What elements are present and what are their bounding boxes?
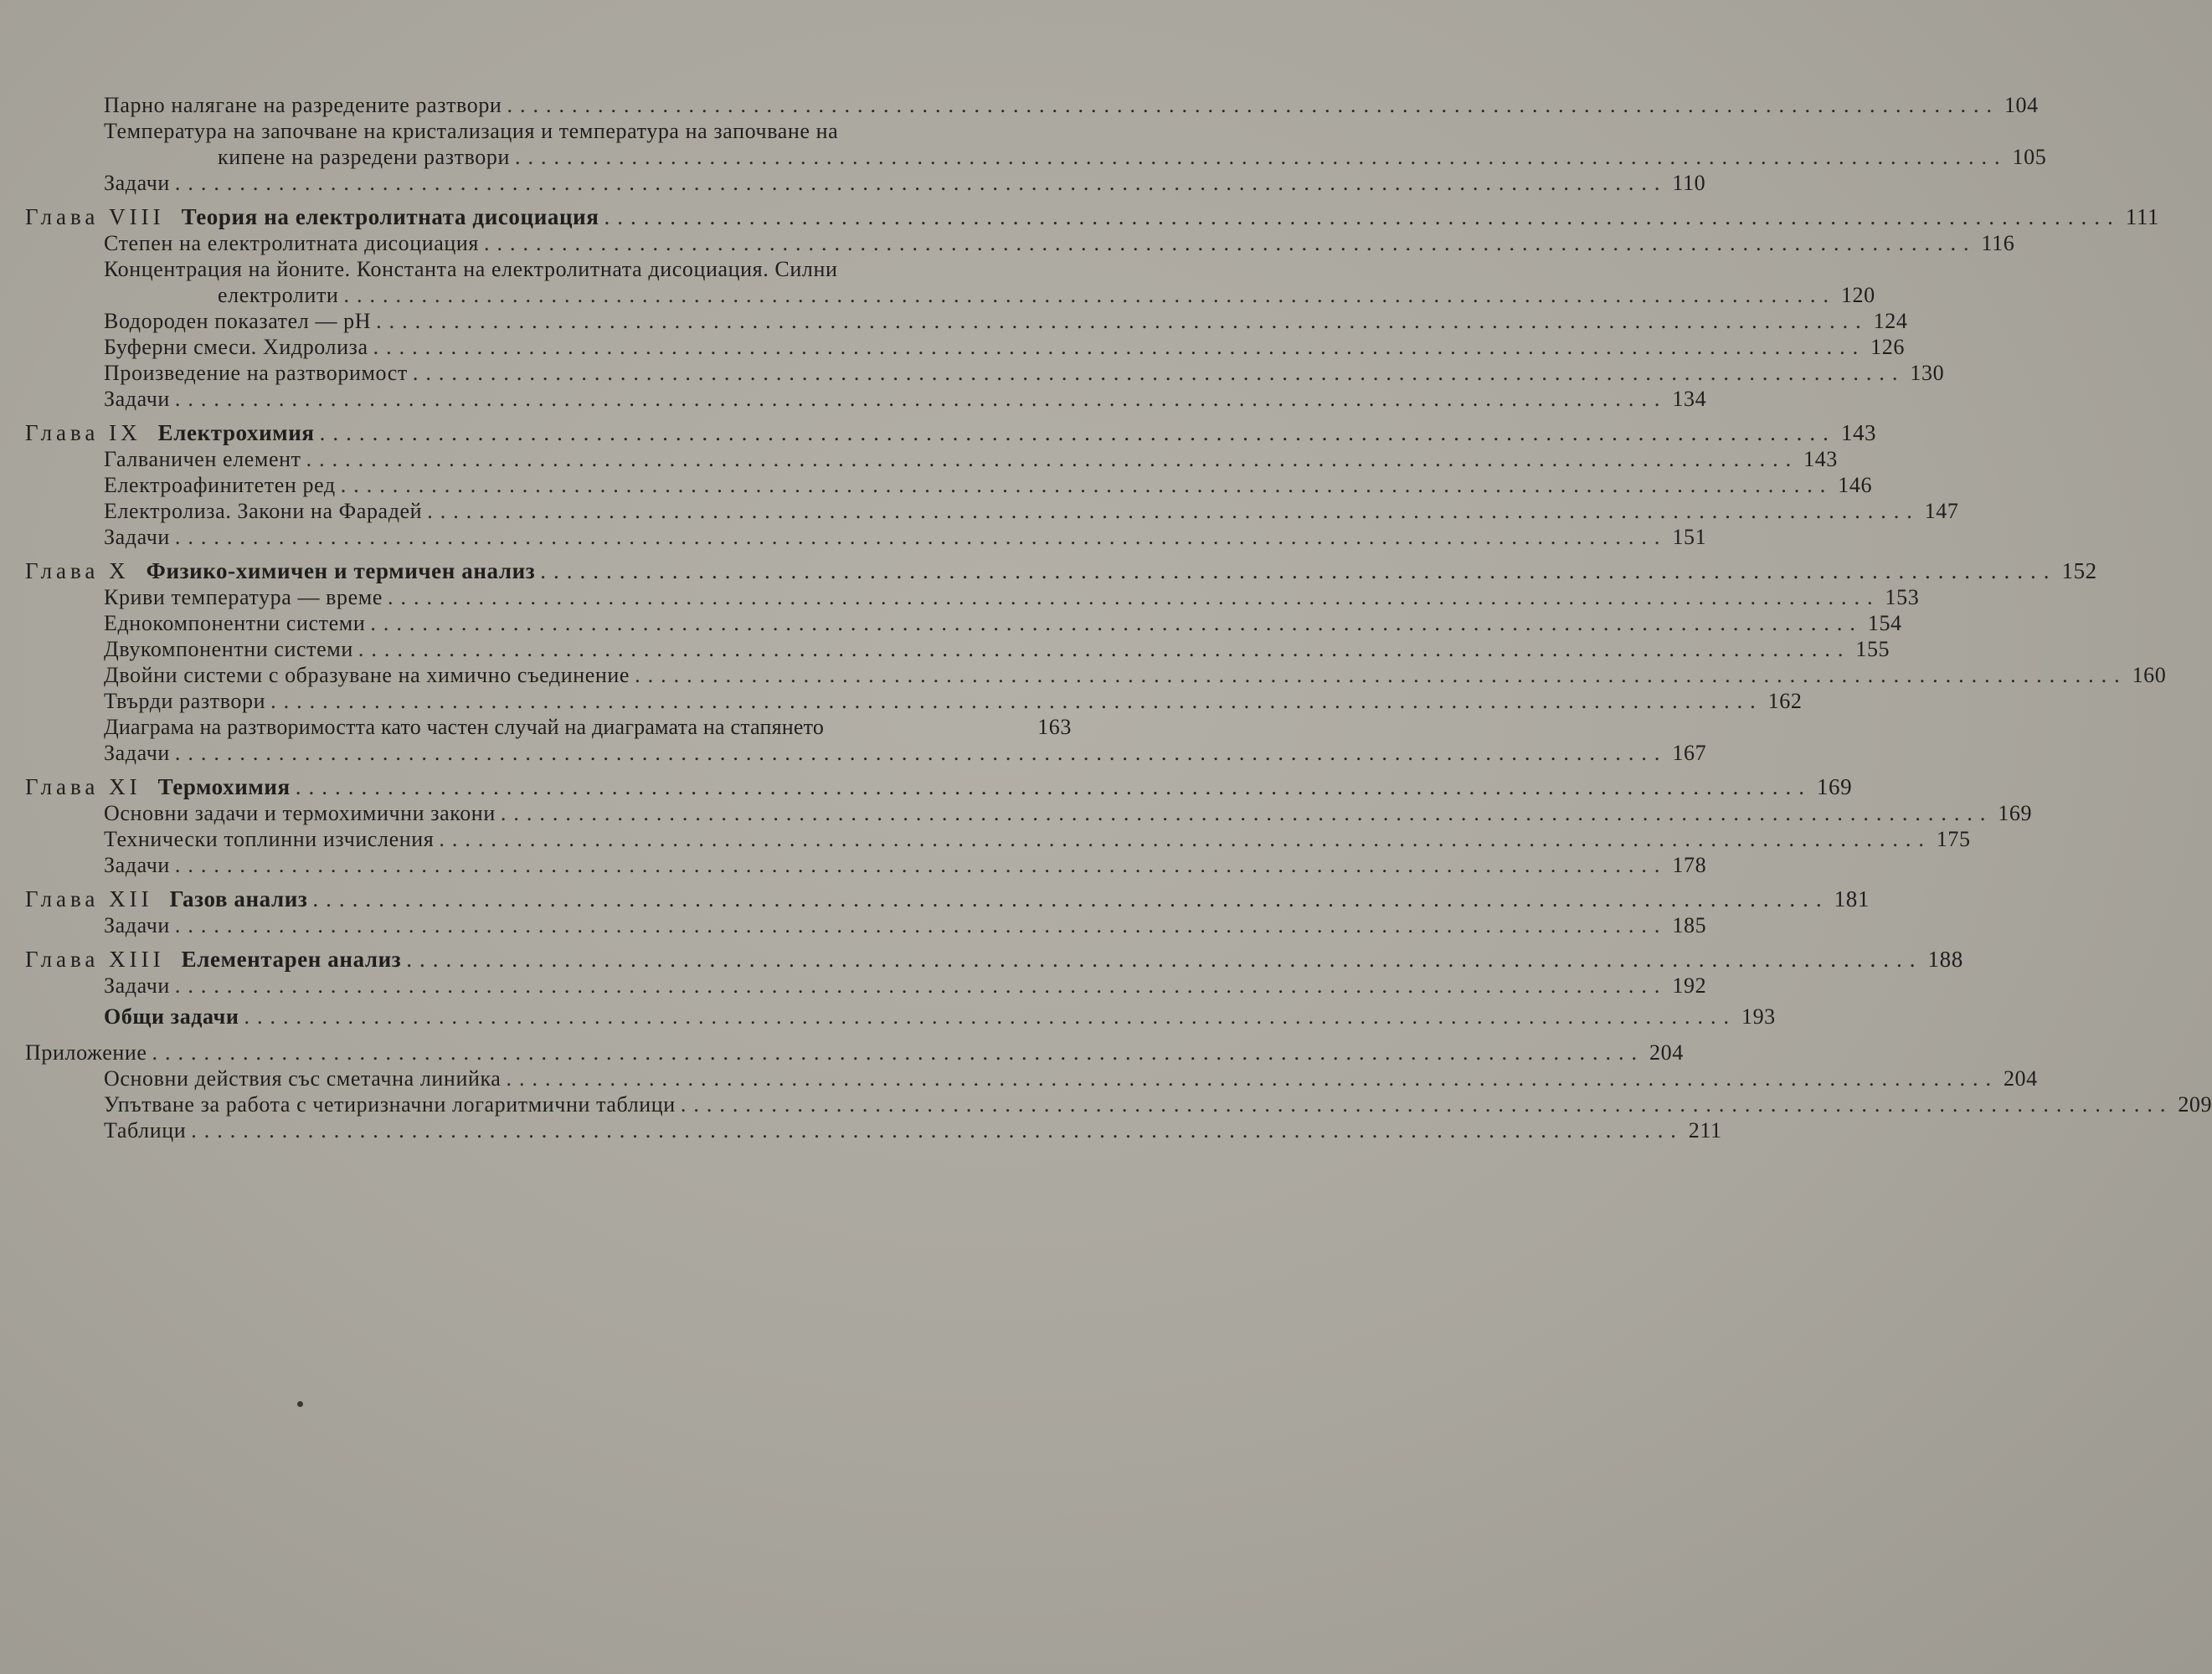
entry-title: Водороден показател — pH [104, 309, 372, 333]
page-number: 169 [1816, 774, 1853, 799]
dot-leader: ................................................................................................................... [244, 1004, 1736, 1029]
entry-title: Криви температура — време [104, 585, 383, 609]
dot-leader: ................................................................................................................... [174, 525, 1668, 549]
toc-entry [25, 498, 1959, 524]
chapter-title: Газов анализ [169, 886, 308, 911]
page-number: 151 [1672, 525, 1707, 549]
dot-leader: ................................................................................................................... [174, 171, 1668, 195]
chapter-label: Глава XIII [25, 947, 165, 972]
toc-entry [25, 688, 1803, 714]
chapter-heading [25, 886, 1870, 912]
page-number: 111 [2125, 204, 2160, 229]
dot-leader: ................................................................................................................... [506, 1066, 1999, 1091]
toc-entry [25, 973, 1707, 999]
toc-entry [25, 1066, 2038, 1091]
chapter-title: Теория на електролитната дисоциация [181, 204, 599, 229]
entry-title: Приложение [25, 1040, 147, 1065]
dot-leader: ................................................................................................................... [373, 335, 1866, 359]
page-number: 105 [2012, 145, 2047, 169]
page-number: 185 [1672, 913, 1707, 937]
toc-entry [25, 386, 1707, 412]
dot-leader: ................................................................................................................... [358, 637, 1851, 661]
page-number: 143 [1840, 420, 1877, 445]
toc-entry [25, 1004, 1776, 1030]
page-number: 104 [2004, 93, 2039, 117]
dot-leader: ................................................................................................................... [635, 663, 2127, 687]
dot-leader: ................................................................................................................... [484, 231, 1977, 255]
dot-leader: ................................................................................................................... [174, 913, 1668, 937]
entry-title: Парно налягане на разредените разтвори [104, 93, 502, 117]
entry-title: Двукомпонентни системи [104, 637, 353, 661]
chapter-title: Елементарен анализ [181, 947, 402, 972]
chapter-heading [25, 947, 1963, 973]
dot-leader: ................................................................................................................... [515, 145, 2008, 169]
dot-leader: ................................................................................................................... [406, 947, 1923, 972]
entry-title: Галваничен елемент [104, 447, 301, 471]
toc-entry [25, 610, 1902, 636]
page-number: 192 [1672, 973, 1707, 998]
dot-leader: ................................................................................................................... [500, 801, 1993, 825]
entry-title: Задачи [104, 913, 170, 937]
entry-title: Двойни системи с образуване на химично съединение [104, 663, 630, 687]
toc-entry [25, 230, 2015, 256]
toc-entry [25, 714, 1072, 740]
entry-title: Твърди разтвори [104, 689, 266, 713]
page-number: 110 [1672, 171, 1706, 195]
dot-leader: ................................................................................................................... [152, 1040, 1645, 1065]
toc-entry [25, 662, 2167, 688]
dot-leader: ................................................................................................................... [439, 827, 1932, 851]
page-number: 193 [1741, 1004, 1776, 1029]
page-number: 155 [1855, 637, 1890, 661]
toc-entry [25, 144, 2047, 170]
page-number: 147 [1924, 499, 1959, 523]
page-number: 153 [1885, 585, 1920, 609]
page-number: 116 [1981, 231, 2015, 255]
page-number: 175 [1936, 827, 1971, 851]
toc-entry [25, 472, 1873, 498]
entry-title: Диаграма на разтворимостта като частен случай на диаграмата на стапянето [104, 715, 825, 739]
dot-leader: ................................................................................................................... [343, 283, 1836, 307]
toc-entry [25, 852, 1707, 878]
page-number: 167 [1672, 741, 1707, 765]
entry-title: Основни задачи и термохимични закони [104, 801, 496, 825]
chapter-title: Физико-химичен и термичен анализ [146, 558, 536, 583]
page-number: 124 [1873, 309, 1908, 333]
toc-entry [25, 170, 1706, 196]
entry-title: електролити [218, 283, 339, 307]
entry-title: Основни действия със сметачна линийка [104, 1066, 502, 1091]
toc-entry [25, 1091, 2212, 1117]
dot-leader: ................................................................................................................... [312, 886, 1829, 911]
chapter-title: Термохимия [157, 774, 291, 799]
dot-leader: ................................................................................................................... [295, 774, 1812, 799]
entry-title: Задачи [104, 171, 170, 195]
page-number: 209 [2178, 1092, 2212, 1117]
dot-leader: ................................................................................................................... [174, 387, 1668, 411]
entry-title: Задачи [104, 973, 170, 998]
chapter-heading [25, 204, 2160, 230]
toc-entry [25, 282, 1875, 308]
dot-leader: ................................................................................................................... [412, 361, 1906, 385]
toc-entry [25, 360, 1945, 386]
chapter-label: Глава XI [25, 774, 141, 799]
toc-entry [25, 446, 1838, 472]
page-number: 152 [2061, 558, 2097, 583]
entry-title: Произведение на разтворимост [104, 361, 408, 385]
toc-entry [25, 524, 1707, 550]
dot-leader: ................................................................................................................... [174, 973, 1668, 998]
chapter-label: Глава IX [25, 420, 141, 445]
entry-title: Упътване за работа с четиризначни логаритмични таблици [104, 1092, 676, 1117]
appendix-heading [25, 1040, 1684, 1066]
dot-leader: ................................................................................................................... [174, 741, 1668, 765]
entry-title: кипене на разредени разтвори [218, 145, 510, 169]
entry-title: Еднокомпонентни системи [104, 611, 366, 635]
toc-entry [25, 334, 1905, 360]
chapter-label: Глава VIII [25, 204, 165, 229]
page-number: 160 [2132, 663, 2167, 687]
dot-leader: ................................................................................................................... [319, 420, 1836, 445]
toc-entry [25, 912, 1707, 938]
page-number: 162 [1767, 689, 1803, 713]
chapter-title: Електрохимия [157, 420, 315, 445]
chapter-label: Глава X [25, 558, 130, 583]
dot-leader: ................................................................................................................... [174, 853, 1668, 877]
chapter-heading [25, 420, 1877, 446]
dot-leader: ................................................................................................................... [270, 689, 1763, 713]
dot-leader: ................................................................................................................... [540, 558, 2057, 583]
toc-entry [25, 1117, 1722, 1143]
entry-title-line: Температура на започване на кристализация и температура на започване на [104, 119, 839, 143]
page-number: 169 [1998, 801, 2033, 825]
page-number: 130 [1910, 361, 1945, 385]
page-number: 154 [1867, 611, 1902, 635]
toc-entry [25, 740, 1707, 766]
dot-leader: ................................................................................................................... [427, 499, 1920, 523]
page-number: 126 [1870, 335, 1905, 359]
entry-title: Задачи [104, 853, 170, 877]
dot-leader: ................................................................................................................... [604, 204, 2121, 229]
entry-title: Задачи [104, 741, 170, 765]
dot-leader: ................................................................................................................... [680, 1092, 2173, 1117]
chapter-heading [25, 774, 1853, 800]
entry-title: Таблици [104, 1118, 187, 1143]
dot-leader: ................................................................................................................... [507, 93, 1999, 117]
paper-speck [297, 1401, 303, 1407]
entry-title: Технически топлинни изчисления [104, 827, 435, 851]
dot-leader: ................................................................................................................... [340, 473, 1834, 497]
entry-title: Задачи [104, 525, 170, 549]
entry-title: Степен на електролитната дисоциация [104, 231, 479, 255]
entry-title: Електролиза. Закони на Фарадей [104, 499, 423, 523]
chapter-heading [25, 558, 2097, 584]
page-number: 163 [1037, 715, 1072, 739]
toc-entry [25, 800, 2033, 826]
page-number: 188 [1927, 947, 1963, 972]
page-number: 204 [1649, 1040, 1684, 1065]
toc-entry [25, 308, 1908, 334]
page-number: 120 [1840, 283, 1875, 307]
page-number: 146 [1838, 473, 1873, 497]
page-number: 204 [2003, 1066, 2038, 1091]
dot-leader: ................................................................................................................... [370, 611, 1863, 635]
toc-entry [25, 636, 1890, 662]
entry-title: Задачи [104, 387, 170, 411]
entry-title: Буферни смеси. Хидролиза [104, 335, 368, 359]
dot-leader: ................................................................................................................... [191, 1118, 1684, 1143]
page-number: 178 [1672, 853, 1707, 877]
table-of-contents [25, 92, 2212, 1143]
toc-entry [25, 826, 1971, 852]
dot-leader: ................................................................................................................... [388, 585, 1880, 609]
page-number: 134 [1672, 387, 1707, 411]
page-number: 181 [1834, 886, 1870, 911]
entry-title-line: Концентрация на йоните. Константа на електролитната дисоциация. Силни [104, 257, 838, 281]
entry-title: Общи задачи [104, 1004, 239, 1029]
toc-entry [25, 92, 2039, 118]
toc-entry [25, 584, 1920, 610]
page-number: 143 [1803, 447, 1838, 471]
dot-leader: ................................................................................................................... [306, 447, 1799, 471]
entry-title: Електроафинитетен ред [104, 473, 336, 497]
dot-leader: ................................................................................................................... [376, 309, 1869, 333]
chapter-label: Глава XII [25, 886, 153, 911]
page-number: 211 [1688, 1118, 1722, 1143]
